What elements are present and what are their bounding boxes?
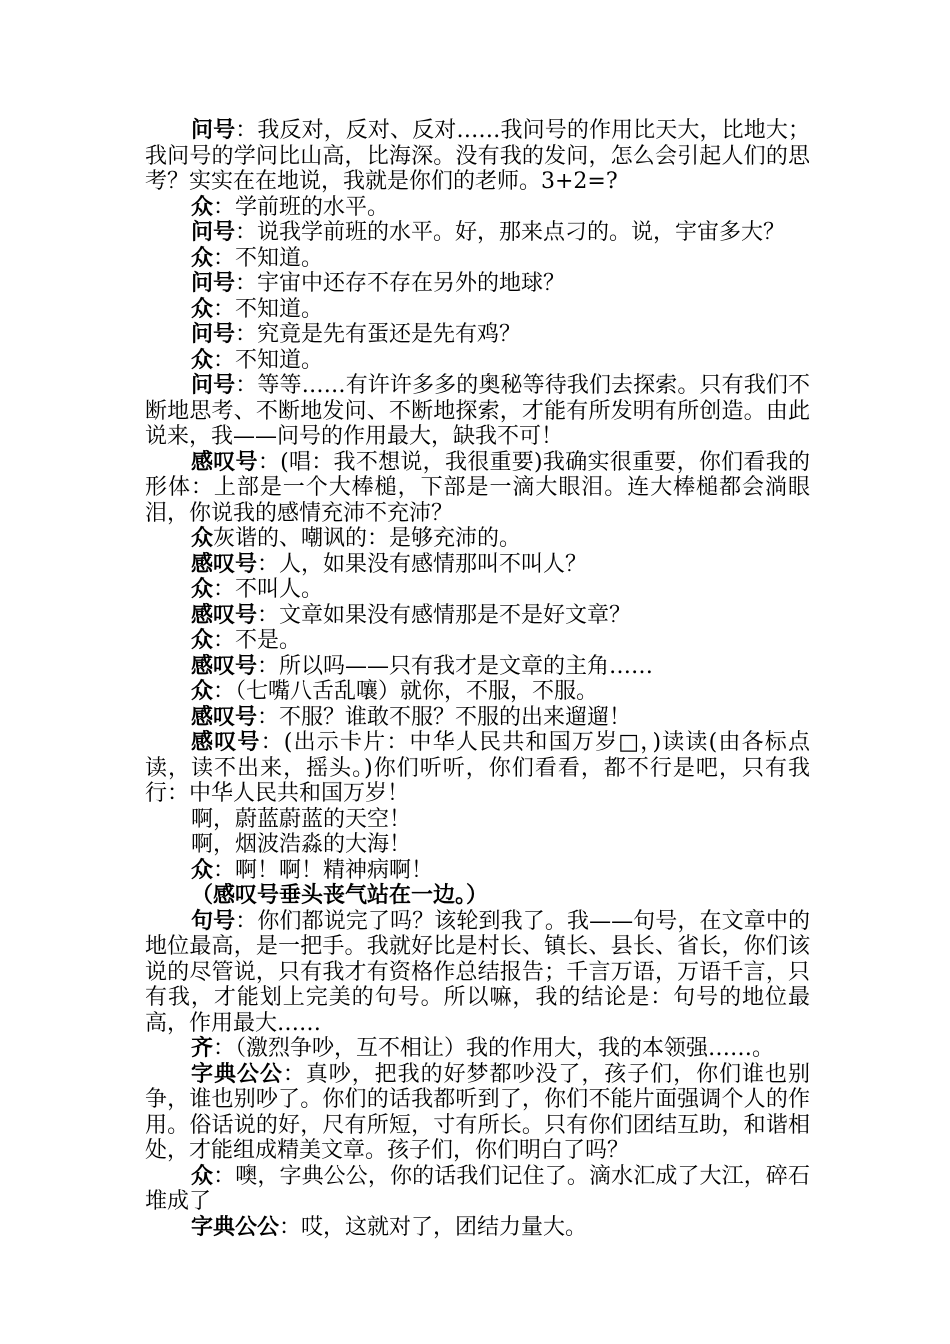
speaker-label: 众: [191, 295, 214, 322]
dialogue-line: [145, 603, 810, 629]
line-text: ：我反对，反对、反对……我问号的作用比天大，比地大；我问号的学问比山高，比海深。没有我的发问，怎么会引起人们的思考？实实在在地说，我就是你们的老师。3+2=?: [145, 118, 810, 194]
line-text: （感叹号垂头丧气站在一边。）: [191, 882, 489, 908]
line-text: 啊，烟波浩淼的大海！: [191, 832, 412, 857]
speaker-label: 字典公公: [191, 1213, 280, 1240]
line-text: ：(唱：我不想说，我很重要)我确实很重要，你们看我的形体：上部是一个大棒槌，下部是一滴大眼泪。连大棒槌都会淌眼泪，你说我的感情充沛不充沛？: [145, 449, 810, 526]
line-text: 啊，蔚蓝蔚蓝的天空！: [191, 806, 412, 832]
line-text: ：不知道。: [213, 347, 324, 373]
line-text: ：学前班的水平。: [213, 194, 390, 220]
speaker-label: 问号: [191, 321, 236, 347]
speaker-label: 众: [191, 1162, 214, 1189]
speaker-label: 问号: [191, 117, 236, 143]
dialogue-line: [145, 628, 810, 654]
speaker-label: 问号: [191, 219, 236, 245]
dialogue-line: [145, 271, 810, 297]
dialogue-line: [145, 526, 810, 552]
exclamation-line: [145, 832, 810, 858]
dialogue-line: [145, 858, 810, 884]
dialogue-line: [145, 297, 810, 323]
line-text: ：说我学前班的水平。好，那来点刁的。说，宇宙多大？: [235, 220, 786, 245]
line-text: ：不知道。: [213, 245, 324, 271]
document-body: [145, 118, 810, 1240]
dialogue-line: [145, 118, 810, 195]
dialogue-line: [145, 322, 810, 348]
dialogue-line: [145, 705, 810, 731]
dialogue-line: [145, 679, 810, 705]
line-text: ：究竟是先有蛋还是先有鸡？: [235, 322, 522, 347]
dialogue-line: [145, 220, 810, 246]
speaker-label: 感叹号: [191, 448, 258, 475]
dialogue-line: [145, 1062, 810, 1164]
speaker-label: 齐: [191, 1035, 214, 1061]
dialogue-line: [145, 909, 810, 1037]
line-text: ：所以吗——只有我才是文章的主角……: [257, 653, 654, 679]
dialogue-line: [145, 730, 810, 807]
speaker-label: 感叹号: [191, 703, 258, 730]
speaker-label: 众: [191, 193, 214, 220]
speaker-label: 众: [191, 856, 214, 883]
dialogue-line: [145, 348, 810, 374]
dialogue-line: [145, 577, 810, 603]
line-text: ：不是。: [213, 628, 302, 653]
line-text: ：不服？谁敢不服？不服的出来遛遛！: [257, 704, 632, 730]
dialogue-line: [145, 654, 810, 680]
dialogue-line: [145, 1164, 810, 1215]
dialogue-line: [145, 373, 810, 450]
line-text: ：（激烈争吵，互不相让）我的作用大，我的本领强……。: [213, 1036, 775, 1061]
line-text: ：哎，这就对了，团结力量大。: [279, 1214, 588, 1240]
line-text: ：宇宙中还存不存在另外的地球？: [235, 271, 566, 296]
dialogue-line: [145, 552, 810, 578]
speaker-label: 感叹号: [191, 550, 258, 577]
line-text: ：人，如果没有感情那叫不叫人？: [257, 551, 588, 577]
speaker-label: 感叹号: [191, 729, 261, 755]
speaker-label: 众: [191, 576, 214, 602]
speaker-label: 众: [191, 627, 214, 653]
dialogue-line: [145, 450, 810, 527]
line-text: ：等等……有许许多多的奥秘等待我们去探索。只有我们不断地思考、不断地发问、不断地探索，才能有所发明有所创造。由此说来，我——问号的作用最大，缺我不可！: [145, 373, 810, 449]
speaker-label: 句号: [191, 907, 236, 934]
speaker-label: 众: [191, 244, 214, 271]
line-text: ：真吵，把我的好梦都吵没了，孩子们，你们谁也别争，谁也别吵了。你们的话我都听到了，你们不能片面强调个人的作用。俗话说的好，尺有所短，寸有所长。只有你们团结互助，和谐相处，才能组成精美文章。孩子们，你们明白了吗？: [145, 1061, 810, 1163]
line-text: ：（七嘴八舌乱嚷）就你，不服，不服。: [213, 679, 599, 704]
dialogue-line: [145, 1215, 810, 1241]
line-text: ：噢，字典公公，你的话我们记住了。滴水汇成了大江，碎石堆成了: [145, 1163, 810, 1214]
line-text: ：你们都说完了吗？该轮到我了。我——句号，在文章中的地位最高，是一把手。我就好比是村长、镇长、县长、省长，你们该说的尽管说，只有我才有资格作总结报告；千言万语，万语千言，只有我，才能划上完美的句号。所以嘛，我的结论是：句号的地位最高，作用最大……: [145, 908, 810, 1036]
speaker-label: 感叹号: [191, 652, 258, 679]
speaker-label: 众: [191, 678, 214, 704]
speaker-label: 问号: [191, 372, 236, 398]
speaker-label: 众: [191, 346, 214, 373]
dialogue-line: [145, 195, 810, 221]
speaker-label: 感叹号: [191, 601, 258, 628]
line-text: ：不知道。: [213, 296, 324, 322]
line-text: 灰谐的、嘲讽的：是够充沛的。: [213, 526, 522, 551]
speaker-label: 众: [191, 525, 214, 551]
line-text: ：(出示卡片：中华人民共和国万岁□，)读读(由各标点读，读不出来，摇头。)你们听听，你们看看，都不行是吧，只有我行：中华人民共和国万岁！: [145, 730, 810, 806]
dialogue-line: [145, 246, 810, 272]
line-text: ：啊！啊！精神病啊！: [213, 857, 434, 883]
dialogue-line: [145, 1036, 810, 1062]
line-text: ：文章如果没有感情那是不是好文章？: [257, 602, 632, 628]
speaker-label: 问号: [191, 270, 236, 296]
line-text: ：不叫人。: [213, 577, 324, 602]
exclamation-line: [145, 807, 810, 833]
speaker-label: 字典公公: [191, 1060, 283, 1087]
stage-direction: [145, 883, 810, 909]
